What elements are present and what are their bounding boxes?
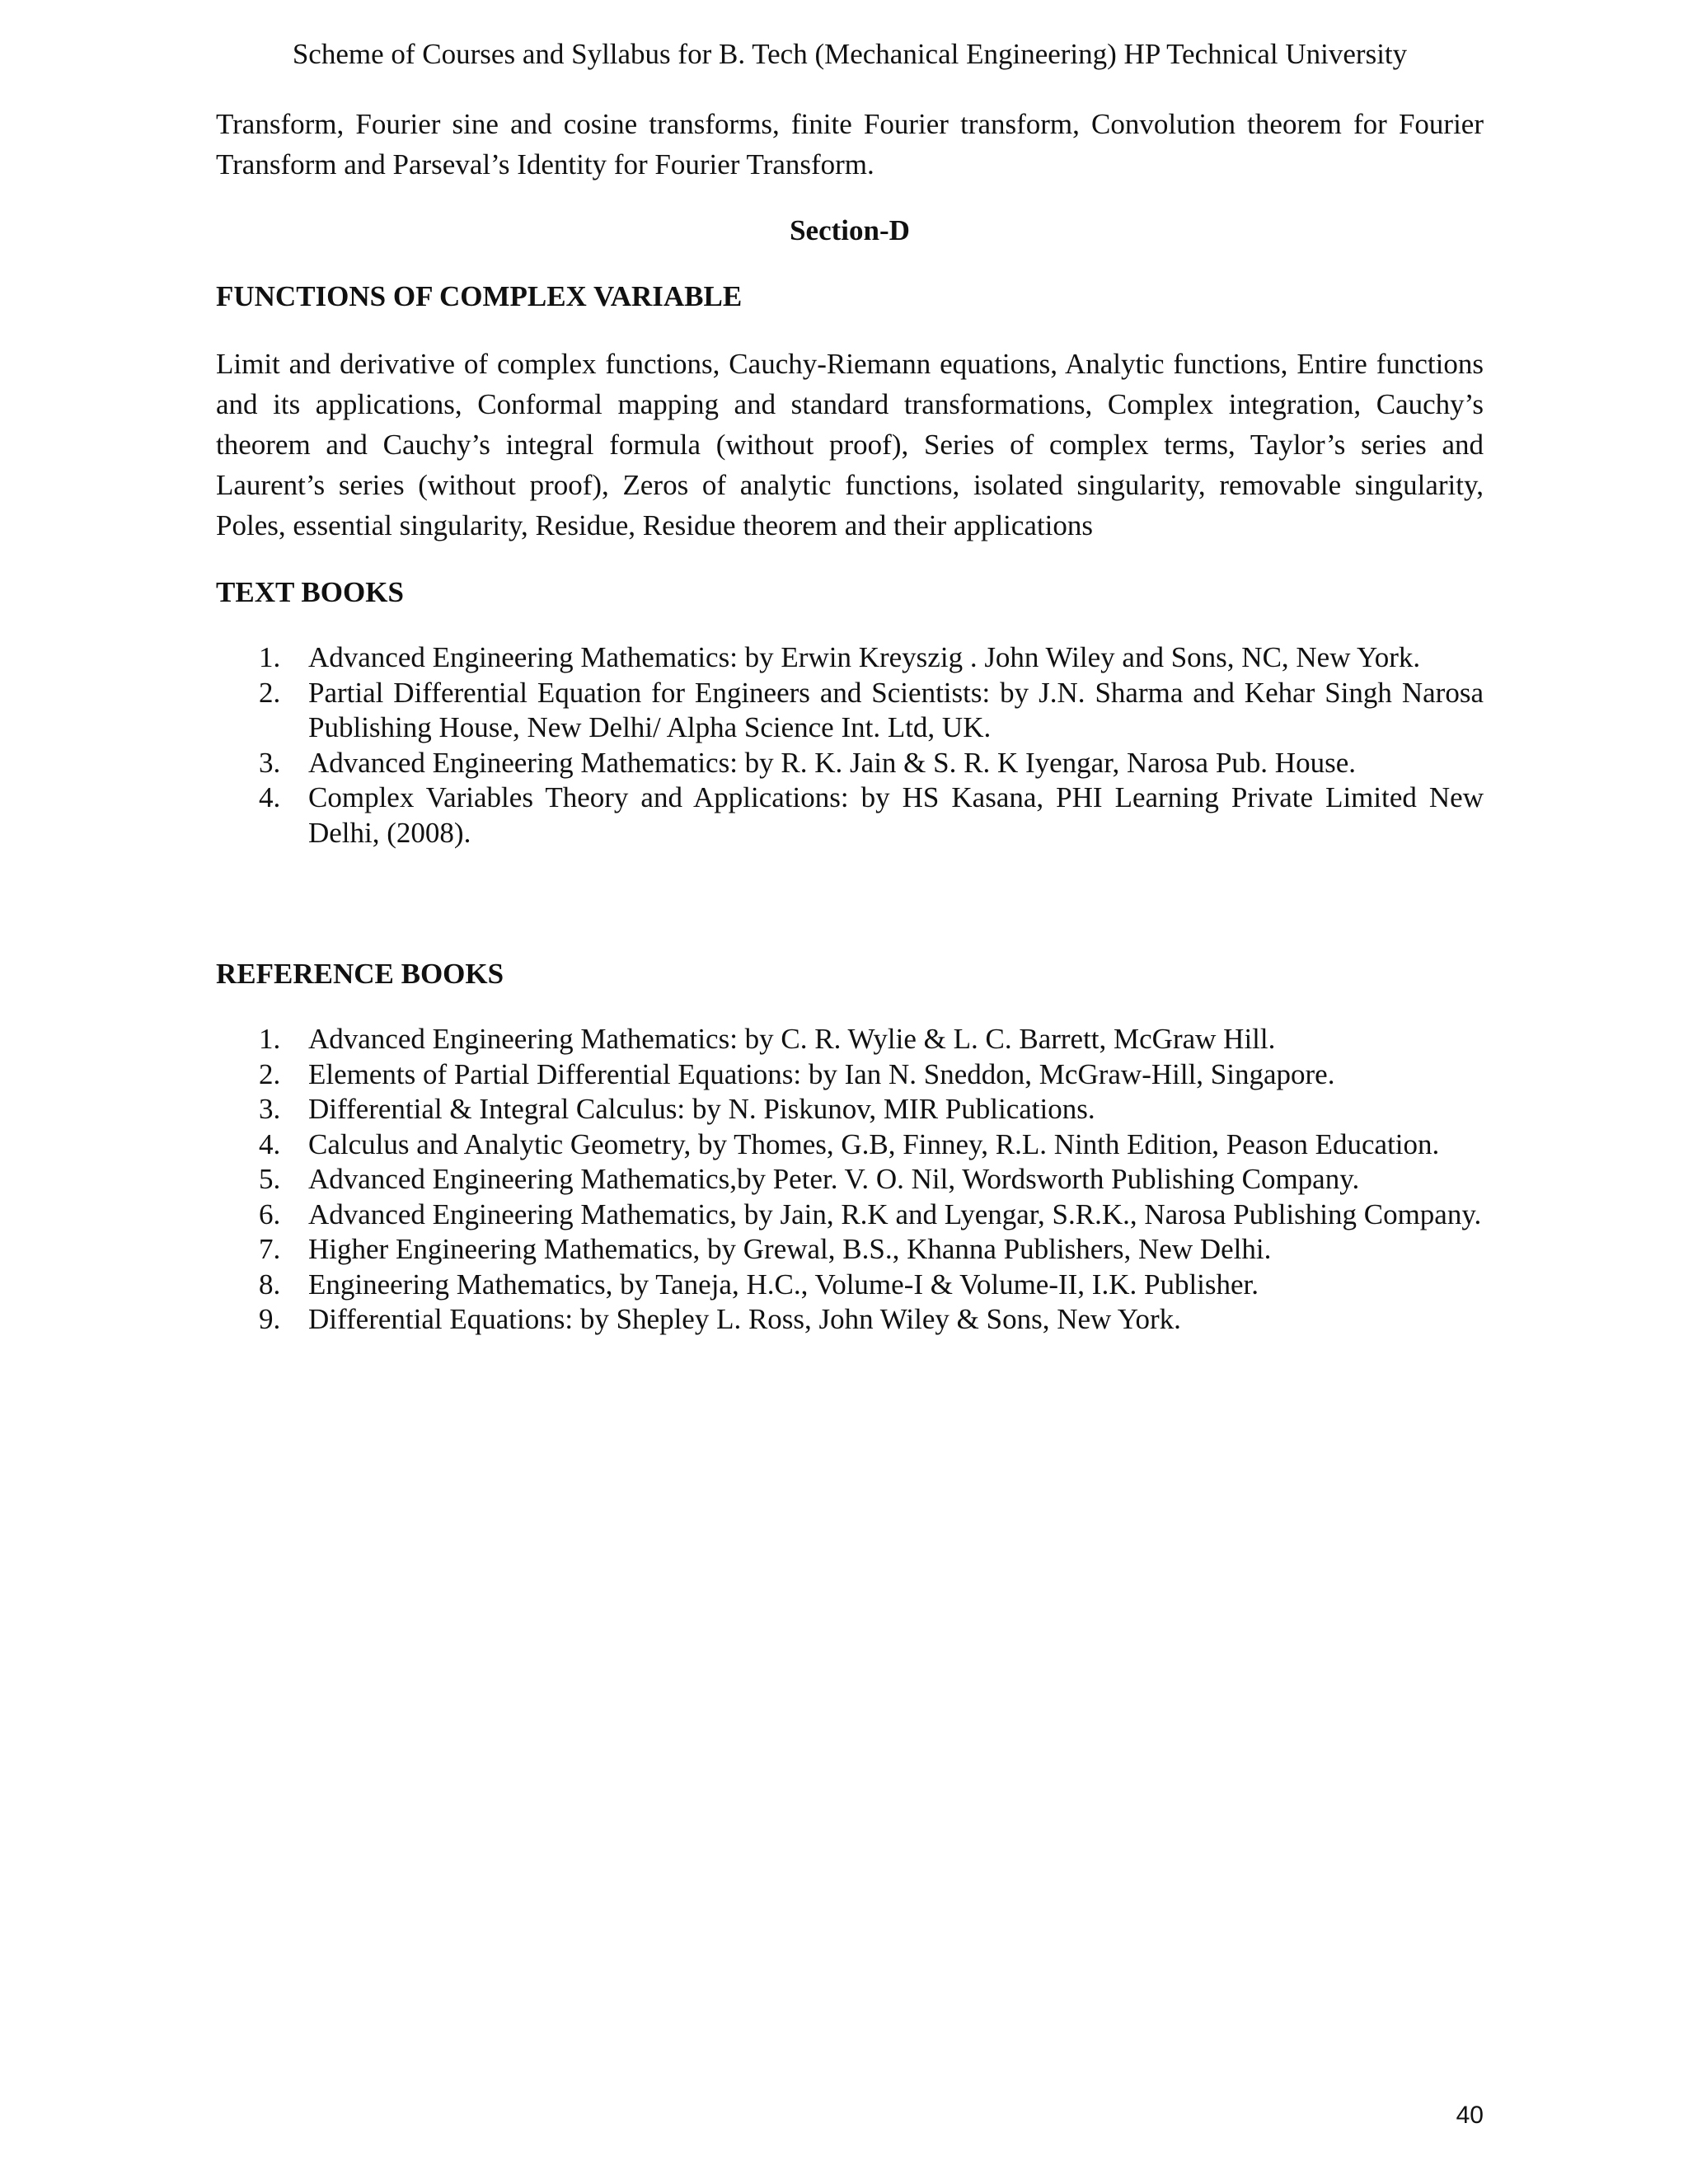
text-books-heading: TEXT BOOKS (216, 576, 404, 608)
list-item-number: 1. (259, 1023, 281, 1055)
list-item-number: 7. (259, 1233, 281, 1265)
list-item-number: 4. (259, 1127, 281, 1160)
list-item-number: 3. (259, 746, 281, 779)
text-books-list (216, 640, 1484, 851)
section-title: FUNCTIONS OF COMPLEX VARIABLE (216, 280, 743, 312)
section-body: Limit and derivative of complex functions, Cauchy-Riemann equations, Analytic functions, Entire functions and its applications, Conformal mapping and standard transformations, Complex integration, Cauchy’s theorem and Cauchy’s integral formula (without proof), Series of complex terms, Taylor’s series and Laurent’s series (without proof), Zeros of analytic functions, isolated singularity, removable singularity, Poles, essential singularity, Residue, Residue theorem and their applications (216, 348, 1484, 541)
list-item (216, 640, 1484, 676)
list-item-number: 4. (259, 781, 281, 813)
intro-paragraph: Transform, Fourier sine and cosine transforms, finite Fourier transform, Convolution theorem for Fourier Transform and Parseval’s Identity for Fourier Transform. (216, 108, 1484, 180)
list-item-number: 2. (259, 676, 281, 709)
list-item (216, 1302, 1484, 1338)
list-item-number: 5. (259, 1163, 281, 1195)
list-item-number: 1. (259, 641, 281, 673)
section-label: Section-D (790, 214, 910, 246)
syllabus-page (216, 0, 1484, 2184)
list-item (216, 1127, 1484, 1163)
list-item-text: Elements of Partial Differential Equations: by Ian N. Sneddon, McGraw-Hill, Singapore. (308, 1057, 1335, 1090)
list-item-number: 9. (259, 1303, 281, 1335)
list-item (216, 1232, 1484, 1268)
list-item-text: Advanced Engineering Mathematics: by R. K. Jain & S. R. K Iyengar, Narosa Pub. House. (308, 746, 1356, 779)
list-item-text: Differential & Integral Calculus: by N. Piskunov, MIR Publications. (308, 1093, 1095, 1125)
list-item (216, 1092, 1484, 1127)
list-item (216, 1057, 1484, 1093)
reference-books-heading: REFERENCE BOOKS (216, 958, 504, 990)
list-item (216, 1022, 1484, 1057)
list-item (216, 1268, 1484, 1303)
page-number: 40 (1456, 2102, 1484, 2129)
list-item-text: Higher Engineering Mathematics, by Grewal, B.S., Khanna Publishers, New Delhi. (308, 1233, 1272, 1265)
list-item-text: Advanced Engineering Mathematics,by Peter. V. O. Nil, Wordsworth Publishing Company. (308, 1163, 1360, 1195)
list-item-text: Complex Variables Theory and Applications: by HS Kasana, PHI Learning Private Limited New Delhi, (2008). (308, 781, 1484, 849)
list-item (216, 1162, 1484, 1197)
list-item-text: Calculus and Analytic Geometry, by Thomes, G.B, Finney, R.L. Ninth Edition, Peason Education. (308, 1127, 1440, 1160)
list-item-number: 8. (259, 1268, 281, 1301)
list-item (216, 746, 1484, 781)
reference-books-list (216, 1022, 1484, 1338)
list-item-number: 2. (259, 1057, 281, 1090)
list-item-text: Advanced Engineering Mathematics, by Jain, R.K and Lyengar, S.R.K., Narosa Publishing Company. (308, 1197, 1482, 1230)
list-item-number: 6. (259, 1197, 281, 1230)
list-item-text: Advanced Engineering Mathematics: by Erwin Kreyszig . John Wiley and Sons, NC, New York. (308, 641, 1421, 673)
list-item (216, 780, 1484, 851)
list-item-text: Engineering Mathematics, by Taneja, H.C., Volume-I & Volume-II, I.K. Publisher. (308, 1268, 1259, 1301)
list-item-text: Differential Equations: by Shepley L. Ross, John Wiley & Sons, New York. (308, 1303, 1181, 1335)
list-item-text: Advanced Engineering Mathematics: by C. R. Wylie & L. C. Barrett, McGraw Hill. (308, 1023, 1276, 1055)
list-item-text: Partial Differential Equation for Engineers and Scientists: by J.N. Sharma and Kehar Singh Narosa Publishing House, New Delhi/ Alpha Science Int. Ltd, UK. (308, 676, 1484, 743)
list-item (216, 676, 1484, 746)
running-header: Scheme of Courses and Syllabus for B. Tech (Mechanical Engineering) HP Technical University (292, 38, 1408, 70)
list-item-number: 3. (259, 1093, 281, 1125)
list-item (216, 1197, 1484, 1233)
